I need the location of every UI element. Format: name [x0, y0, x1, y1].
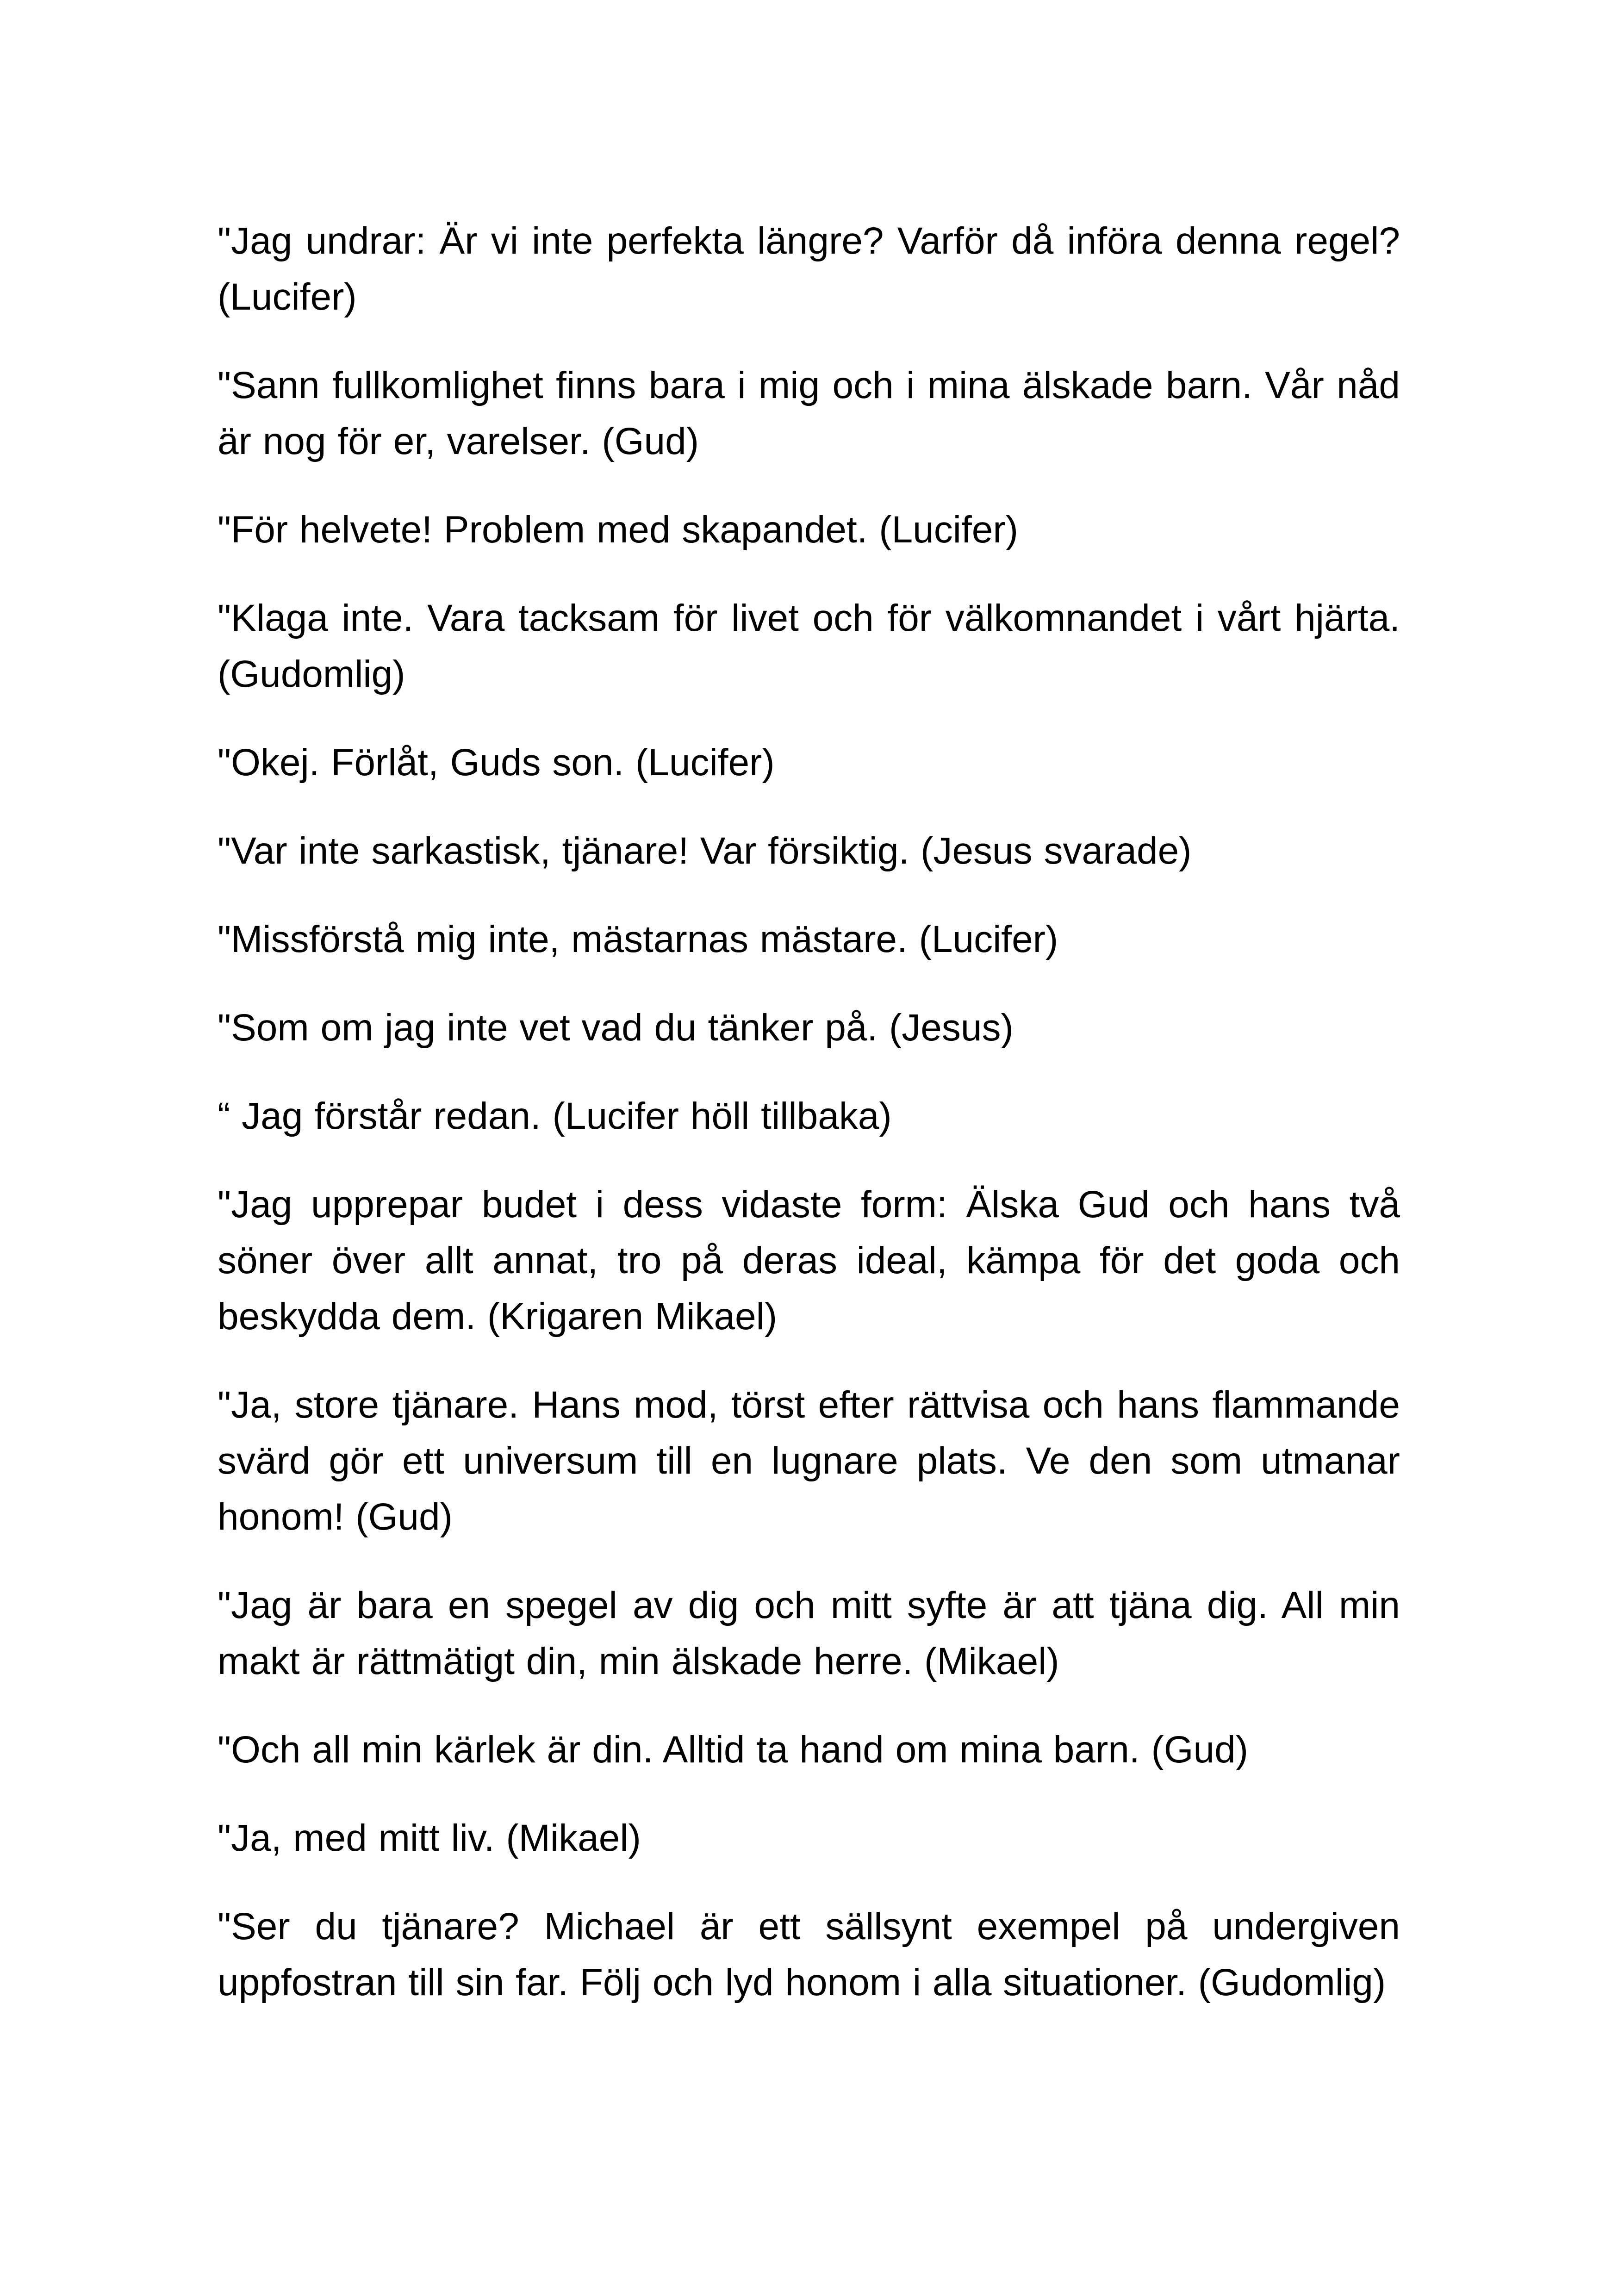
dialogue-paragraph: "För helvete! Problem med skapandet. (Lucifer) [218, 509, 1018, 551]
dialogue-paragraph: "Sann fullkomlighet finns bara i mig och i mina älskade barn. Vår nåd är nog för er, varelser. (Gud) [218, 364, 1400, 462]
dialogue-paragraph: "Jag upprepar budet i dess vidaste form: Älska Gud och hans två söner över allt annat, tro på deras ideal, kämpa för det goda och beskydda dem. (Krigaren Mikael) [218, 1183, 1400, 1338]
dialogue-paragraph: "Jag undrar: Är vi inte perfekta längre? Varför då införa denna regel? (Lucifer) [218, 220, 1400, 318]
dialogue-paragraph: "Okej. Förlåt, Guds son. (Lucifer) [218, 741, 775, 784]
dialogue-paragraph: "Missförstå mig inte, mästarnas mästare. (Lucifer) [218, 918, 1058, 960]
dialogue-paragraph: "Klaga inte. Vara tacksam för livet och för välkomnandet i vårt hjärta. (Gudomlig) [218, 597, 1400, 695]
dialogue-paragraph: “ Jag förstår redan. (Lucifer höll tillbaka) [218, 1095, 892, 1137]
dialogue-paragraph: "Ser du tjänare? Michael är ett sällsynt exempel på undergiven uppfostran till sin far. Följ och lyd honom i alla situationer. (Gudomlig) [218, 1905, 1400, 2004]
dialogue-paragraph: "Var inte sarkastisk, tjänare! Var försiktig. (Jesus svarade) [218, 830, 1192, 872]
dialogue-paragraph: "Och all min kärlek är din. Alltid ta hand om mina barn. (Gud) [218, 1729, 1249, 1771]
dialogue-paragraph: "Ja, store tjänare. Hans mod, törst efter rättvisa och hans flammande svärd gör ett universum till en lugnare plats. Ve den som utmanar honom! (Gud) [218, 1384, 1400, 1538]
dialogue-text-block [218, 213, 1400, 2043]
dialogue-paragraph: "Som om jag inte vet vad du tänker på. (Jesus) [218, 1007, 1014, 1049]
dialogue-paragraph: "Ja, med mitt liv. (Mikael) [218, 1817, 641, 1859]
dialogue-paragraph: "Jag är bara en spegel av dig och mitt syfte är att tjäna dig. All min makt är rättmätigt din, min älskade herre. (Mikael) [218, 1584, 1400, 1682]
